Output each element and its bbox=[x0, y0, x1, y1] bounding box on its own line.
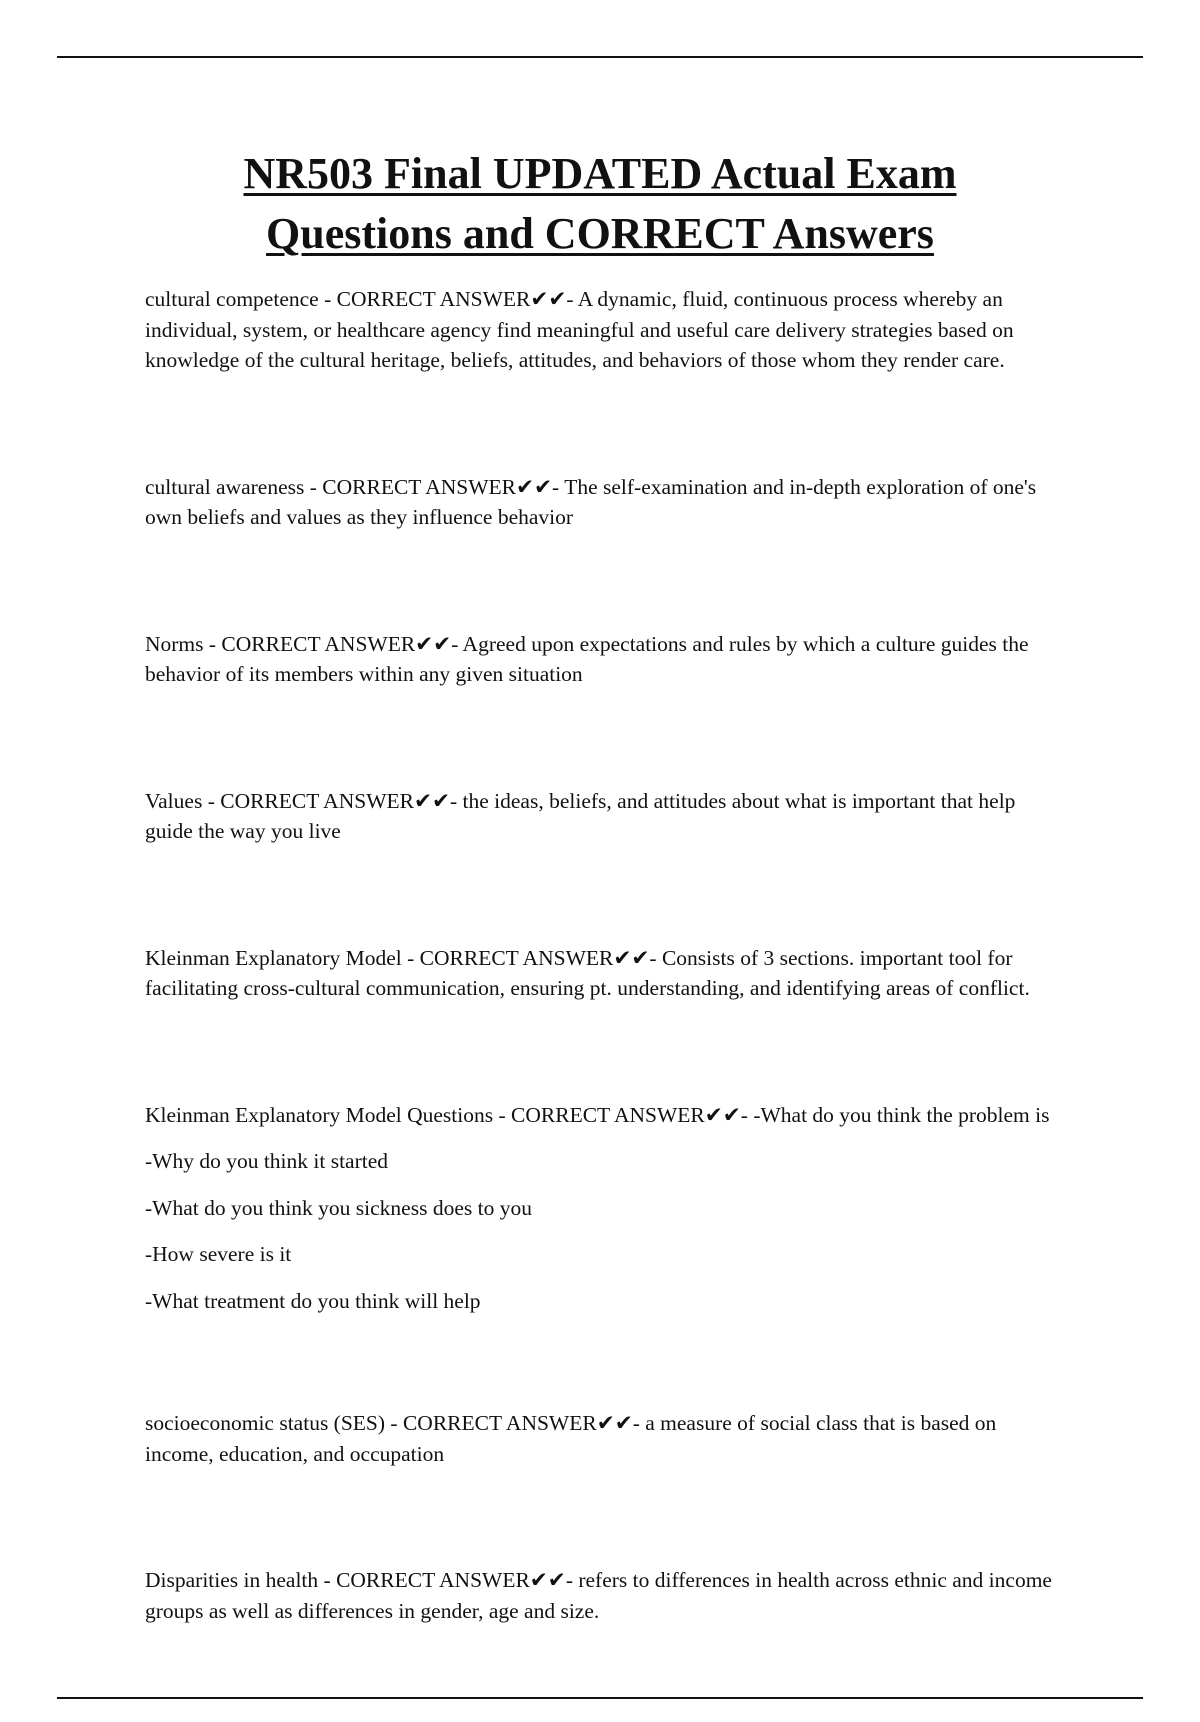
qa-entry bbox=[145, 284, 1065, 376]
qa-list-line: -What treatment do you think will help bbox=[145, 1288, 481, 1313]
qa-entry bbox=[145, 1408, 1065, 1469]
qa-entry bbox=[145, 1565, 1065, 1626]
qa-list-line: -How severe is it bbox=[145, 1242, 292, 1266]
qa-list bbox=[145, 284, 1065, 1722]
qa-text: Disparities in health - CORRECT ANSWER✔✔- refers to differences in health across ethnic and income groups as well as differences in gender, age and size. bbox=[145, 1568, 1052, 1623]
qa-entry bbox=[145, 1100, 1065, 1317]
qa-text: Kleinman Explanatory Model - CORRECT ANSWER✔✔- Consists of 3 sections. important tool for facilitating cross-cultural communication, ensuring pt. understanding, and identifying areas of conflict. bbox=[145, 945, 1030, 1000]
qa-entry bbox=[145, 629, 1065, 690]
qa-text: Kleinman Explanatory Model Questions - CORRECT ANSWER✔✔- -What do you think the problem is bbox=[145, 1102, 1050, 1127]
qa-text: Norms - CORRECT ANSWER✔✔- Agreed upon expectations and rules by which a culture guides the behavior of its members within any given situation bbox=[145, 631, 1029, 686]
title-line-2: Questions and CORRECT Answers bbox=[266, 209, 934, 258]
qa-list-line: -Why do you think it started bbox=[145, 1149, 389, 1173]
title-line-1: NR503 Final UPDATED Actual Exam bbox=[243, 149, 957, 198]
top-divider bbox=[57, 56, 1143, 58]
qa-entry bbox=[145, 943, 1065, 1004]
qa-entry bbox=[145, 786, 1065, 847]
qa-text: cultural awareness - CORRECT ANSWER✔✔- The self-examination and in-depth exploration of one's own beliefs and values as they influence behavior bbox=[145, 474, 1037, 529]
qa-text: cultural competence - CORRECT ANSWER✔✔- A dynamic, fluid, continuous process whereby an individual, system, or healthcare agency find meaningful and useful care delivery strategies based on knowledge of the cultural heritage, beliefs, attitudes, and behaviors of those whom they render care. bbox=[145, 287, 1014, 372]
qa-entry bbox=[145, 472, 1065, 533]
document-title bbox=[0, 144, 1200, 264]
qa-list-line: -What do you think you sickness does to you bbox=[145, 1195, 532, 1220]
bottom-divider bbox=[57, 1697, 1143, 1699]
qa-text: Values - CORRECT ANSWER✔✔- the ideas, beliefs, and attitudes about what is important that help guide the way you live bbox=[145, 788, 1016, 843]
qa-text: socioeconomic status (SES) - CORRECT ANSWER✔✔- a measure of social class that is based on income, education, and occupation bbox=[145, 1411, 997, 1466]
